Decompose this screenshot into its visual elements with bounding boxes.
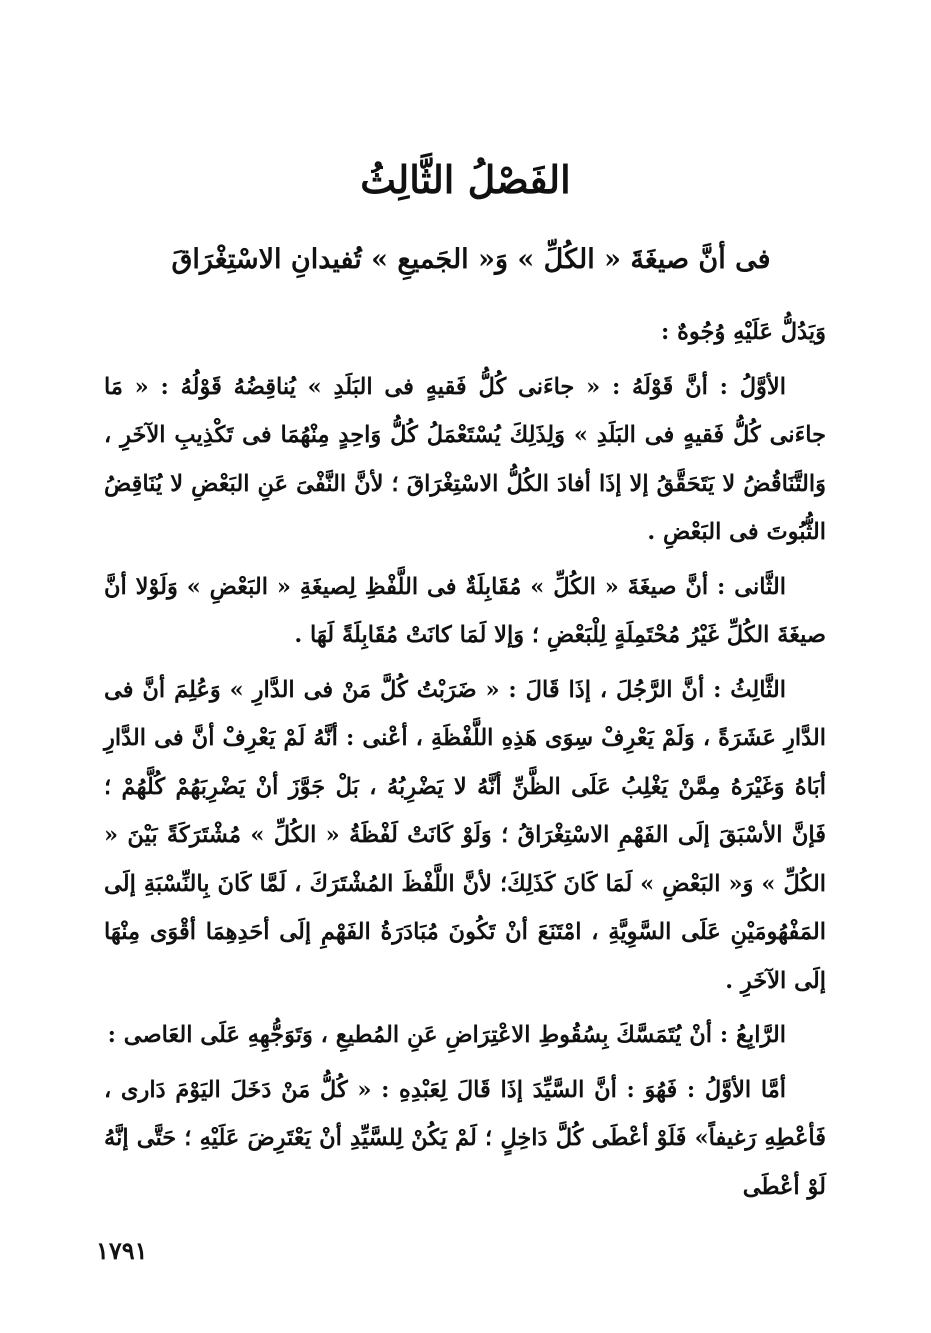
body-text [104, 308, 826, 1211]
paragraph-third: الثَّالِثُ : أنَّ الرَّجُلَ ، إذَا قَالَ : « ضَرَبْتُ كُلَّ مَنْ فى الدَّارِ » وَعُلِمَ أنَّ فى الدَّارِ عَشَرَةً ، وَلَمْ يَعْرِفْ سِوَى هَذِهِ اللَّفْظَةِ ، أعْنى : أنَّهُ لَمْ يَعْرِفْ أنَّ فى الدَّارِ أبَاهُ وَغَيْرَهُ مِمَّنْ يَغْلِبُ عَلَى الظَّنِّ أنَّهُ لا يَضْرِبُهُ ، بَلْ جَوَّزَ أنْ يَضْرِبَهُمْ كُلَّهُمْ ؛ فَإنَّ الأسْبَقَ إلَى الفَهْمِ الاسْتِغْرَاقُ ؛ وَلَوْ كَانَتْ لَفْظَةُ « الكُلِّ » مُشْتَرَكَةً بَيْنَ « الكُلِّ » وَ« البَعْضِ » لَمَا كَانَ كَذَلِكَ؛ لأنَّ اللَّفْظَ المُشْتَرَكَ ، لَمَّا كَانَ بِالنِّسْبَةِ إلَى المَفْهُومَيْنِ عَلَى السَّوِيَّةِ ، امْتَنَعَ أنْ تَكُونَ مُبَادَرَةُ الفَهْمِ إلَى أحَدِهِمَا أقْوَى مِنْهَا إلَى الآخَرِ . [104, 676, 826, 994]
paragraph-fourth: الرَّابِعُ : أنْ يُتَمَسَّكَ بِسُقُوطِ الاعْتِرَاضِ عَنِ المُطيعِ ، وَتَوَجُّهِهِ عَلَى العَاصى : [107, 1022, 786, 1048]
chapter-title: الفَصْلُ الثَّالِثُ [360, 157, 571, 202]
paragraph-first: الأوَّلُ : أنَّ قَوْلَهُ : « جاءَنى كُلُّ فَقيهٍ فى البَلَدِ » يُناقِضُهُ قَوْلُهُ : « مَا جاءَنى كُلُّ فَقيهٍ فى البَلَدِ » وَلِذَلِكَ يُسْتَعْمَلُ كُلُّ وَاحِدٍ مِنْهُمَا فى تَكْذِيبِ الآخَرِ ، وَالتَّنَاقُضُ لا يَتَحَقَّقُ إلا إذَا أفادَ الكُلُّ الاسْتِغْرَاقَ ؛ لأنَّ النَّفْىَ عَنِ البَعْضِ لا يُنَاقِضُ الثُّبُوتَ فى البَعْضِ . [104, 373, 826, 545]
page-number: ١٧٩١ [96, 1236, 148, 1265]
paragraph-intro: وَيَدُلُّ عَلَيْهِ وُجُوهٌ : [660, 319, 826, 345]
paragraph-fourth-first-case: أمَّا الأوَّلُ : فَهُوَ : أنَّ السَّيِّدَ إذَا قَالَ لِعَبْدِهِ : « كُلُّ مَنْ دَخَلَ اليَوْمَ دَارى ، فَأعْطِهِ رَغيفاً» فَلَوْ أعْطَى كُلَّ دَاخِلٍ ؛ لَمْ يَكُنْ لِلسَّيِّدِ أنْ يَعْتَرِضَ عَلَيْهِ ؛ حَتَّى إنَّهُ لَوْ أعْطَى [104, 1076, 826, 1200]
chapter-subtitle: فى أنَّ صيغَةَ « الكُلِّ » وَ« الجَميعِ » تُفيدانِ الاسْتِغْرَاقَ [171, 244, 771, 275]
paragraph-second: الثَّانى : أنَّ صيغَةَ « الكُلِّ » مُقَابِلَةٌ فى اللَّفْظِ لِصيغَةِ « البَعْضِ » وَلَوْلا أنَّ صيغَةَ الكُلِّ غَيْرُ مُحْتَمِلَةٍ لِلْبَعْضِ ؛ وَإلا لَمَا كانَتْ مُقَابِلَةً لَهَا . [104, 573, 826, 648]
